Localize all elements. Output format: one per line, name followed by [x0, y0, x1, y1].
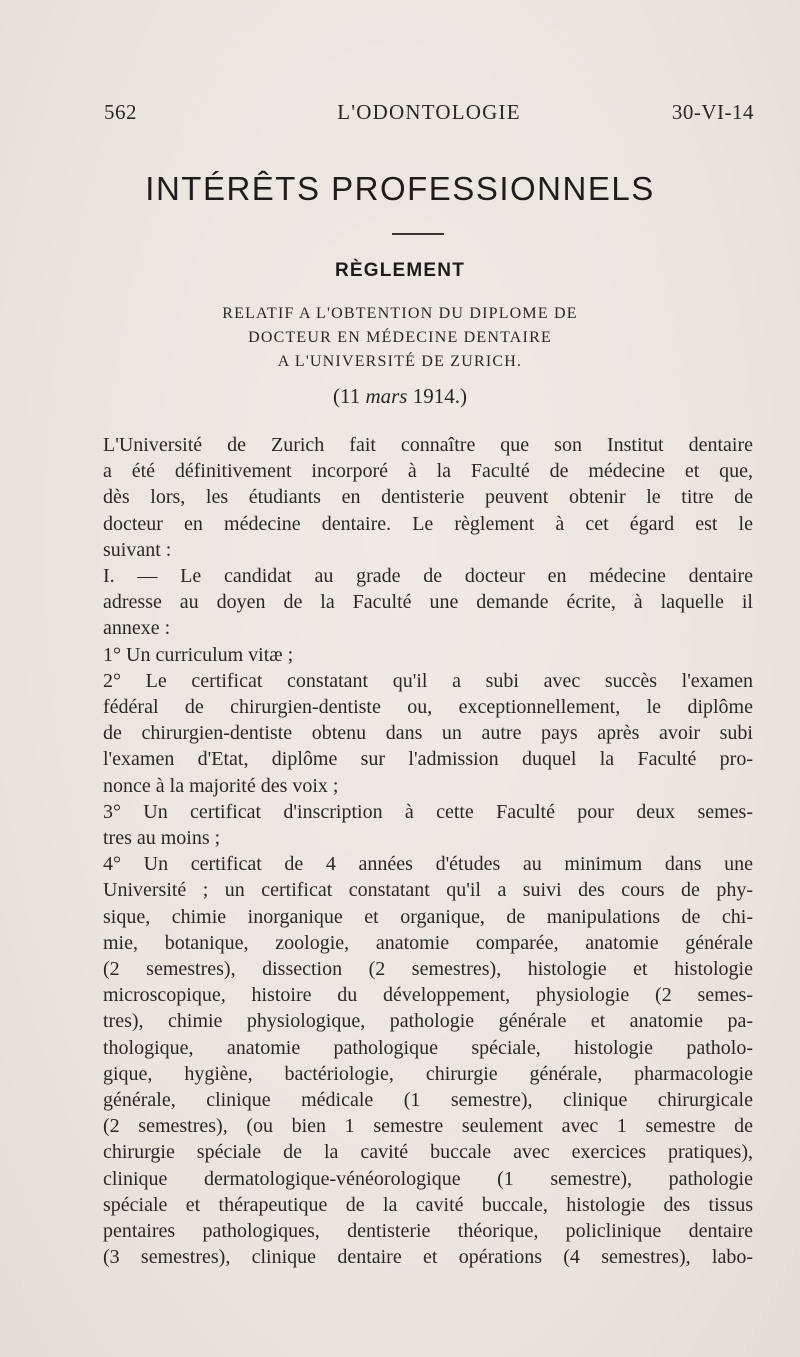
- text-line: annexe :: [103, 617, 171, 640]
- title-divider: [392, 233, 444, 235]
- text-line: Université ; un certificat constatant qu'il a suivi des cours de phy-: [103, 879, 753, 902]
- text-line: nonce à la majorité des voix ;: [103, 774, 339, 797]
- text-line: pentaires pathologiques, dentisterie théorique, policlinique dentaire: [103, 1220, 753, 1243]
- text-line: mie, botanique, zoologie, anatomie comparée, anatomie générale: [103, 931, 753, 954]
- text-line: tres), chimie physiologique, pathologie générale et anatomie pa-: [103, 1010, 753, 1033]
- text-line: L'Université de Zurich fait connaître que son Institut dentaire: [103, 434, 753, 456]
- text-line: sique, chimie inorganique et organique, de manipulations de chi-: [103, 905, 753, 928]
- text-line: (3 semestres), clinique dentaire et opérations (4 semestres), labo-: [103, 1246, 753, 1269]
- text-line: 2° Le certificat constatant qu'il a subi avec succès l'examen: [103, 669, 753, 692]
- text-line: adresse au doyen de la Faculté une demande écrite, à laquelle il: [103, 591, 753, 614]
- section-title: INTÉRÊTS PROFESSIONNELS: [145, 170, 655, 207]
- issue-date: 30-VI-14: [671, 100, 754, 124]
- running-header: [104, 100, 754, 132]
- text-line: (2 semestres), (ou bien 1 semestre seulement avec 1 semestre de: [103, 1115, 753, 1138]
- text-line: tres au moins ;: [103, 827, 221, 850]
- article-date: [0, 384, 800, 409]
- subtitle-line: A L'UNIVERSITÉ DE ZURICH.: [277, 353, 523, 370]
- text-line: 4° Un certificat de 4 années d'études au minimum dans une: [103, 853, 753, 876]
- article-subtitle: [0, 302, 800, 374]
- text-line: suivant :: [103, 538, 172, 561]
- text-line: générale, clinique médicale (1 semestre), clinique chirurgicale: [103, 1089, 753, 1112]
- text-line: gique, hygiène, bactériologie, chirurgie générale, pharmacologie: [103, 1062, 753, 1085]
- text-line: microscopique, histoire du développement, physiologie (2 semes-: [103, 984, 753, 1007]
- subtitle-line: DOCTEUR EN MÉDECINE DENTAIRE: [248, 329, 552, 346]
- text-line: I. — Le candidat au grade de docteur en médecine dentaire: [103, 565, 753, 588]
- text-line: 1° Un curriculum vitæ ;: [103, 643, 294, 666]
- date-month: mars: [365, 384, 408, 408]
- page-number: 562: [104, 100, 137, 124]
- text-line: docteur en médecine dentaire. Le règlement à cet égard est le: [103, 512, 753, 535]
- subtitle-line: RELATIF A L'OBTENTION DU DIPLOME DE: [222, 305, 578, 322]
- text-line: chirurgie spéciale de la cavité buccale avec exercices pratiques),: [103, 1141, 753, 1164]
- article-heading: RÈGLEMENT: [334, 260, 466, 281]
- text-line: l'examen d'Etat, diplôme sur l'admission duquel la Faculté pro-: [103, 748, 753, 771]
- body-text: [103, 432, 753, 1271]
- text-line: (2 semestres), dissection (2 semestres), histologie et histologie: [103, 958, 753, 981]
- journal-title: L'ODONTOLOGIE: [337, 100, 521, 124]
- date-close: 1914.): [407, 384, 467, 408]
- text-line: thologique, anatomie pathologique spéciale, histologie patholo-: [103, 1036, 753, 1059]
- text-line: spéciale et thérapeutique de la cavité buccale, histologie des tissus: [103, 1193, 753, 1216]
- text-line: fédéral de chirurgien-dentiste ou, exceptionnellement, le diplôme: [103, 696, 753, 719]
- text-line: 3° Un certificat d'inscription à cette Faculté pour deux semes-: [103, 800, 753, 823]
- text-line: de chirurgien-dentiste obtenu dans un autre pays après avoir subi: [103, 722, 753, 745]
- date-open: (11: [333, 384, 366, 408]
- text-line: a été définitivement incorporé à la Faculté de médecine et que,: [103, 460, 753, 483]
- text-line: clinique dermatologique-vénéorologique (1 semestre), pathologie: [103, 1167, 753, 1190]
- text-line: dès lors, les étudiants en dentisterie peuvent obtenir le titre de: [103, 486, 753, 509]
